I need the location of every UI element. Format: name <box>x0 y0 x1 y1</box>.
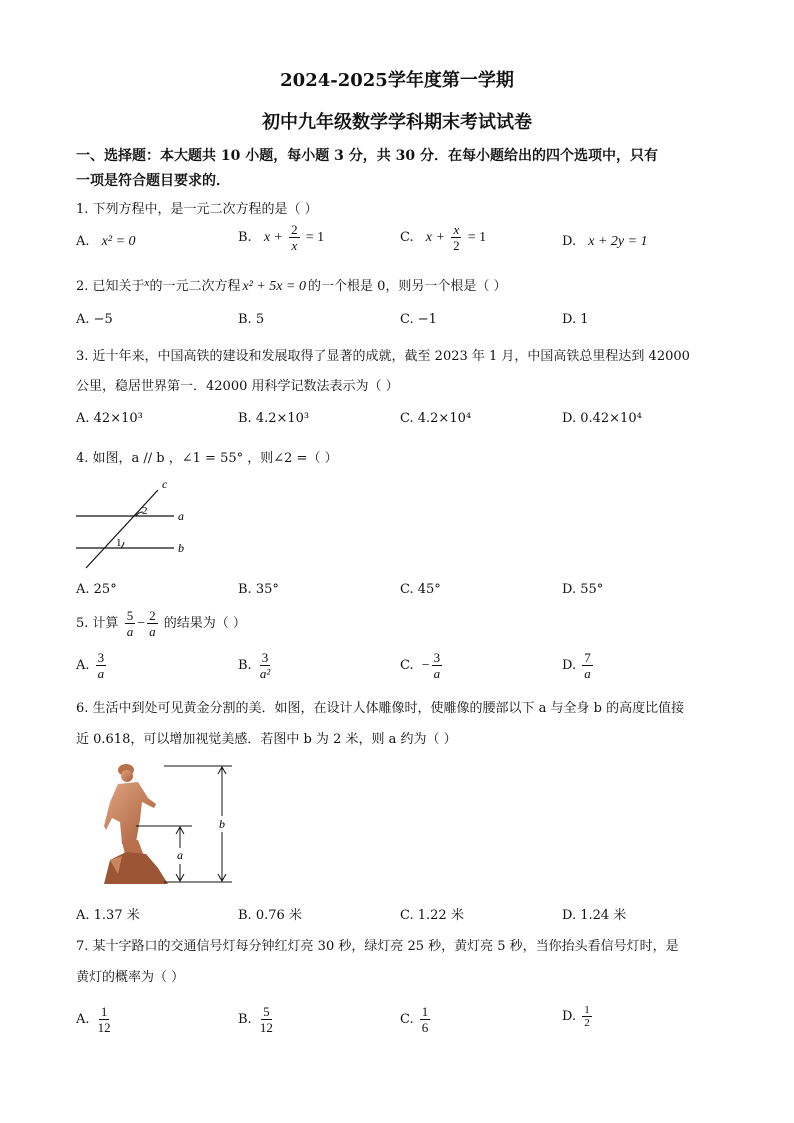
q4-option-c: C. 45° <box>400 582 441 597</box>
q1-option-a-expr: x² = 0 <box>101 234 136 249</box>
q5-option-c-sign: − <box>421 658 430 673</box>
q2-option-c: C. −1 <box>400 312 437 327</box>
q1-option-c <box>400 222 486 253</box>
q4-option-d: D. 55° <box>562 582 604 597</box>
label-b: b <box>219 817 225 831</box>
q1-option-d-label: D. <box>562 234 577 249</box>
fraction-numerator: 2 <box>149 608 156 623</box>
q5-fraction-2 <box>147 608 158 639</box>
q2-option-d: D. 1 <box>562 312 589 327</box>
exam-title-subject: 初中九年级数学学科期末考试试卷 <box>262 112 532 133</box>
q3-option-b: B. 4.2×10³ <box>238 411 310 426</box>
q1-option-b <box>238 222 324 253</box>
q7-option-b-label: B. <box>238 1012 252 1027</box>
q1-option-c-fraction <box>451 222 462 253</box>
q5-option-b-fraction <box>258 650 272 681</box>
q6-stem-line1: 6. 生活中到处可见黄金分割的美．如图，在设计人体雕像时，使雕像的腰部以下 a 与全身 b 的高度比值接 <box>76 701 685 716</box>
q7-option-c-fraction <box>420 1004 431 1035</box>
q5-option-a-label: A. <box>76 658 90 673</box>
section-heading-line2: 一项是符合题目要求的． <box>76 173 230 189</box>
q1-option-d-expr: x + 2y = 1 <box>588 234 648 249</box>
q2-stem-part1: 2. 已知关于 <box>76 279 145 294</box>
q5-minus: − <box>137 616 146 631</box>
q7-stem-line1: 7. 某十字路口的交通信号灯每分钟红灯亮 30 秒，绿灯亮 25 秒，黄灯亮 5 秒，当你抬头看信号灯时，是 <box>76 939 679 954</box>
q5-option-d-label: D. <box>562 658 577 673</box>
q7-option-a-label: A. <box>76 1012 90 1027</box>
q5-option-d <box>562 650 595 681</box>
q5-option-a <box>76 650 108 681</box>
q3-stem-line1: 3. 近十年来，中国高铁的建设和发展取得了显著的成就，截至 2023 年 1 月，中国高铁总里程达到 42000 <box>76 349 690 364</box>
fraction-numerator: 1 <box>421 1004 429 1019</box>
statue-image <box>104 764 168 884</box>
line-c <box>86 490 158 568</box>
label-angle-2: 2 <box>142 505 148 517</box>
label-a: a <box>178 509 184 523</box>
q1-option-b-fraction <box>289 222 300 253</box>
q7-option-b <box>238 1004 277 1035</box>
label-angle-1: 1 <box>116 537 122 549</box>
q1-option-d <box>562 234 648 250</box>
fraction-denominator: a <box>584 666 591 681</box>
q3-option-c: C. 4.2×10⁴ <box>400 411 472 426</box>
q6-option-d: D. 1.24 米 <box>562 908 627 923</box>
q7-option-d-label: D. <box>562 1009 577 1024</box>
q2-option-b: B. 5 <box>238 312 265 327</box>
q1-stem: 1. 下列方程中，是一元二次方程的是（ ） <box>76 202 318 217</box>
q5-stem <box>76 608 246 639</box>
fraction-denominator: a <box>126 624 134 639</box>
fraction-denominator: a <box>149 624 156 639</box>
q6-option-a: A. 1.37 米 <box>76 908 140 923</box>
q7-option-c-label: C. <box>400 1012 414 1027</box>
fraction-numerator: 3 <box>97 650 105 665</box>
q5-option-d-fraction <box>582 650 593 681</box>
q7-stem-line2: 黄灯的概率为（ ） <box>76 970 185 985</box>
q5-stem-part1: 5. 计算 <box>76 616 119 631</box>
fraction-denominator: 2 <box>453 238 460 253</box>
q1-option-c-pre: x + <box>425 230 445 245</box>
fraction-numerator: 1 <box>584 1004 590 1016</box>
q4-option-b: B. 35° <box>238 582 279 597</box>
fraction-denominator: 2 <box>584 1017 590 1029</box>
q7-option-b-fraction <box>258 1004 275 1035</box>
label-c: c <box>162 477 168 491</box>
fraction-denominator: 12 <box>97 1020 111 1035</box>
fraction-denominator: x <box>291 238 298 253</box>
q2-stem <box>76 275 507 295</box>
q1-option-b-post: = 1 <box>305 230 325 245</box>
fraction-denominator: a <box>97 666 105 681</box>
fraction-numerator: 7 <box>584 650 591 665</box>
q5-option-c-label: C. <box>400 658 414 673</box>
q5-option-b-label: B. <box>238 658 252 673</box>
q7-option-c <box>400 1004 432 1035</box>
q2-stem-variable: x <box>144 277 150 289</box>
q4-option-a: A. 25° <box>76 582 117 597</box>
fraction-denominator: a² <box>259 666 271 681</box>
q5-option-b <box>238 650 274 681</box>
fraction-numerator: 1 <box>100 1004 108 1019</box>
q2-stem-part2: 的一元二次方程 <box>149 279 241 294</box>
q1-option-c-post: = 1 <box>467 230 487 245</box>
fraction-numerator: 5 <box>263 1004 270 1019</box>
exam-title-year: 2024-2025学年度第一学期 <box>280 70 514 91</box>
q5-stem-part2: 的结果为（ ） <box>163 616 246 631</box>
q7-option-d-fraction <box>582 1004 592 1029</box>
q2-stem-part3: 的一个根是 0，则另一个根是（ ） <box>307 279 507 294</box>
q7-option-d <box>562 1004 594 1029</box>
fraction-denominator: 6 <box>421 1020 429 1035</box>
q6-figure-statue <box>96 760 246 890</box>
label-b: b <box>178 541 184 555</box>
q5-option-c <box>400 650 444 681</box>
q5-option-c-fraction <box>432 650 443 681</box>
q1-option-a <box>76 234 136 250</box>
q2-stem-equation: x² + 5x = 0 <box>242 279 306 294</box>
q7-option-a <box>76 1004 115 1035</box>
q3-stem-line2: 公里，稳居世界第一．42000 用科学记数法表示为（ ） <box>76 379 399 394</box>
fraction-numerator: x <box>453 222 460 237</box>
fraction-numerator: 3 <box>433 650 441 665</box>
fraction-numerator: 3 <box>261 650 269 665</box>
q4-figure-parallel-lines <box>74 476 204 572</box>
fraction-denominator: a <box>433 666 441 681</box>
q7-option-a-fraction <box>96 1004 113 1035</box>
q1-option-b-label: B. <box>238 230 252 245</box>
fraction-denominator: 12 <box>259 1020 273 1035</box>
q2-option-a: A. −5 <box>76 312 113 327</box>
q5-option-a-fraction <box>96 650 107 681</box>
q6-option-c: C. 1.22 米 <box>400 908 464 923</box>
q1-option-b-pre: x + <box>263 230 283 245</box>
q6-option-b: B. 0.76 米 <box>238 908 302 923</box>
q1-option-a-label: A. <box>76 234 90 249</box>
q3-option-d: D. 0.42×10⁴ <box>562 411 642 426</box>
label-a: a <box>177 848 183 862</box>
q6-stem-line2: 近 0.618，可以增加视觉美感．若图中 b 为 2 米，则 a 约为（ ） <box>76 732 457 747</box>
q4-stem: 4. 如图，a // b ，∠1 = 55° ，则∠2 =（ ） <box>76 451 338 466</box>
fraction-numerator: 2 <box>291 222 298 237</box>
q1-option-c-label: C. <box>400 230 414 245</box>
fraction-numerator: 5 <box>126 608 134 623</box>
q3-option-a: A. 42×10³ <box>76 411 143 426</box>
section-heading-line1: 一、选择题：本大题共 10 小题，每小题 3 分，共 30 分．在每小题给出的四个选项中，只有 <box>76 148 658 164</box>
q5-fraction-1 <box>125 608 136 639</box>
